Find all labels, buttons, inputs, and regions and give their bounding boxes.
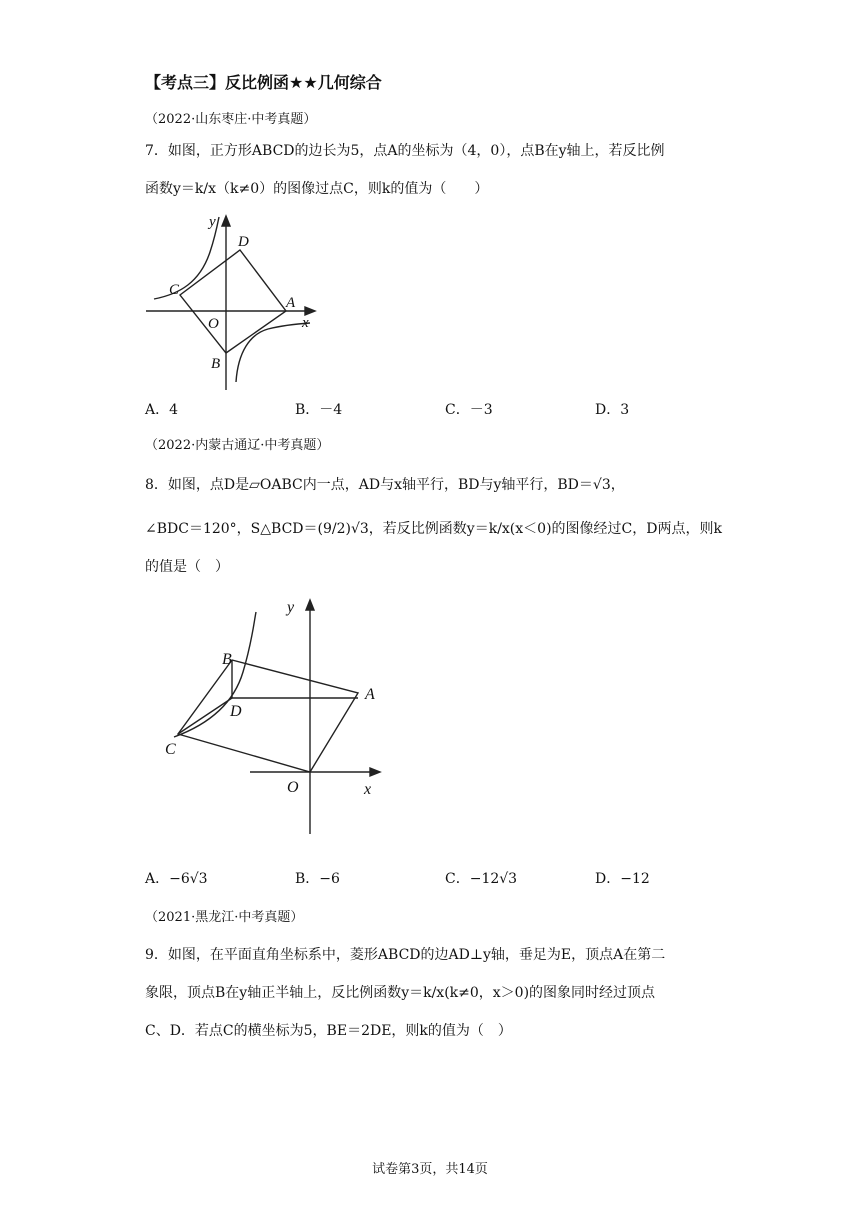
q8-figure [160, 594, 390, 839]
q8-source: （2022·内蒙古通辽·中考真题） [145, 438, 330, 453]
q8-text-line3: 的值是（ ） [145, 559, 229, 575]
q7-option-c: C．－3 [445, 402, 493, 418]
q7-label-x: x [302, 315, 309, 331]
q8-label-c: C [165, 741, 176, 758]
q7-source: （2022·山东枣庄·中考真题） [145, 112, 317, 127]
q9-source: （2021·黑龙江·中考真题） [145, 910, 304, 925]
q7-y-arrow [222, 216, 230, 226]
q7-label-c: C [169, 282, 180, 298]
q9-text-line3: C、D．若点C的横坐标为5，BE＝2DE，则k的值为（ ） [145, 1023, 512, 1039]
q8-option-c: C．−12√3 [445, 871, 518, 887]
q8-segment-cd [178, 698, 232, 734]
q7-square-abcd [180, 250, 286, 353]
q8-curve [174, 612, 256, 737]
q8-option-b: B．−6 [295, 871, 340, 887]
q8-label-a: A [365, 686, 375, 703]
q7-label-o: O [208, 316, 219, 332]
q7-option-d: D．3 [595, 402, 630, 418]
q7-text-line2: 函数y＝k/x（k≠0）的图像过点C，则k的值为（ ） [145, 181, 489, 197]
page-footer: 试卷第3页，共14页 [372, 1162, 488, 1177]
q7-option-a: A．4 [145, 402, 179, 418]
q7-label-y: y [209, 214, 216, 230]
section-heading: 【考点三】反比例函★★几何综合 [145, 73, 382, 92]
q8-text-line1: 8．如图，点D是▱OABC内一点，AD与x轴平行，BD与y轴平行，BD＝√3， [145, 477, 625, 493]
q8-text-line2: ∠BDC＝120°，S△BCD＝(9/2)√3，若反比例函数y＝k/x(x＜0)的图像经过C，D两点，则k [145, 521, 722, 537]
q8-x-arrow [370, 768, 380, 776]
q7-text-line1: 7．如图，正方形ABCD的边长为5，点A的坐标为（4，0），点B在y轴上，若反比例 [145, 143, 665, 159]
q9-text-line2: 象限，顶点B在y轴正半轴上，反比例函数y＝k/x(k≠0，x＞0)的图象同时经过顶点 [145, 985, 656, 1001]
q9-text-line1: 9．如图，在平面直角坐标系中，菱形ABCD的边AD⊥y轴，垂足为E，顶点A在第二 [145, 947, 666, 963]
q7-label-a: A [286, 295, 296, 311]
q7-label-b: B [211, 356, 221, 372]
q7-figure [140, 212, 330, 392]
q8-label-d: D [230, 703, 242, 720]
q8-option-d: D．−12 [595, 871, 650, 887]
q7-option-b: B．－4 [295, 402, 343, 418]
q8-label-b: B [222, 651, 232, 668]
q7-curve-lower [236, 323, 310, 382]
q7-x-arrow [305, 307, 315, 315]
q7-label-d: D [238, 234, 249, 250]
q8-option-a: A．−6√3 [145, 871, 208, 887]
q8-label-x: x [364, 781, 372, 798]
q8-label-y: y [287, 599, 295, 616]
q8-y-arrow [306, 600, 314, 610]
q8-label-o: O [287, 779, 299, 796]
